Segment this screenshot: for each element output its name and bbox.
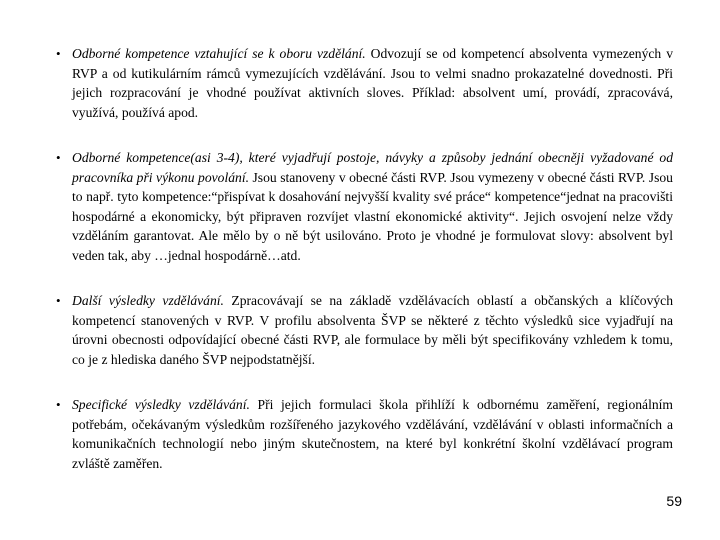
bullet-item-professional-competences xyxy=(56,44,673,122)
bullet-item-attitude-competences xyxy=(56,148,673,265)
page-number: 59 xyxy=(666,493,682,509)
bullet-list xyxy=(56,44,673,473)
bullet-body-text: Odvozují se od kompetencí absolventa vymezených v RVP a od kutikulárním rámců vymezujících vzdělávání. Jsou to velmi snadno prokazatelné dovednosti. Při jejich rozpracování je vhodné používat aktivních sloves. Příklad: absolvent umí, provádí, zpracovává, využívá, používá apod. xyxy=(72,46,673,120)
bullet-body-text: Při jejich formulaci škola přihlíží k odbornému zaměření, regionálním potřebám, očekávaným výsledkům rozšířeného jazykového vzdělávání, vzdělávání v oblasti informačních a komunikačních technologií nebo jiným skutečnostem, na které byl konkrétní školní vzdělávací program zvláště zaměřen. xyxy=(72,397,673,471)
bullet-icon: • xyxy=(56,397,61,412)
bullet-body-text: Jsou stanoveny v obecné části RVP. Jsou vymezeny v obecné části RVP. Jsou to např. tyto kompetence:“přispívat k dosahování nejvyšší kvality své práce“ kompetence“jednat na pracovišti hospodárné a ekonomicky, být připraven rozvíjet vlastní ekonomické aktivity“. Jejich osvojení nelze vždy vzděláním garantovat. Ale mělo by o ně být usilováno. Proto je vhodné je formulovat slovy: absolvent byl veden tak, aby …jednal hospodárně…atd. xyxy=(72,169,673,263)
bullet-item-other-results xyxy=(56,291,673,369)
bullet-icon: • xyxy=(56,46,61,61)
bullet-icon: • xyxy=(56,150,61,165)
bullet-lead-text: Odborné kompetence(asi 3-4), které vyjadřují postoje, návyky a způsoby jednání obecněji vyžadované od pracovníka při výkonu povolání. xyxy=(72,150,673,185)
bullet-lead-text: Další výsledky vzdělávání. xyxy=(72,293,224,308)
bullet-body-text: Zpracovávají se na základě vzdělávacích oblastí a občanských a klíčových kompetencí stanovených v RVP. V profilu absolventa ŠVP se některé z těchto výsledků sice vyjadřují na úrovni obecnosti odpovídající obecné části RVP, ale formulace by měli být specifikovány vzhledem k tomu, co je z hlediska daného ŠVP nejpodstatnější. xyxy=(72,293,673,367)
bullet-item-specific-results xyxy=(56,395,673,473)
bullet-lead-text: Odborné kompetence vztahující se k oboru vzdělání. xyxy=(72,46,366,61)
bullet-icon: • xyxy=(56,293,61,308)
bullet-lead-text: Specifické výsledky vzdělávání. xyxy=(72,397,250,412)
